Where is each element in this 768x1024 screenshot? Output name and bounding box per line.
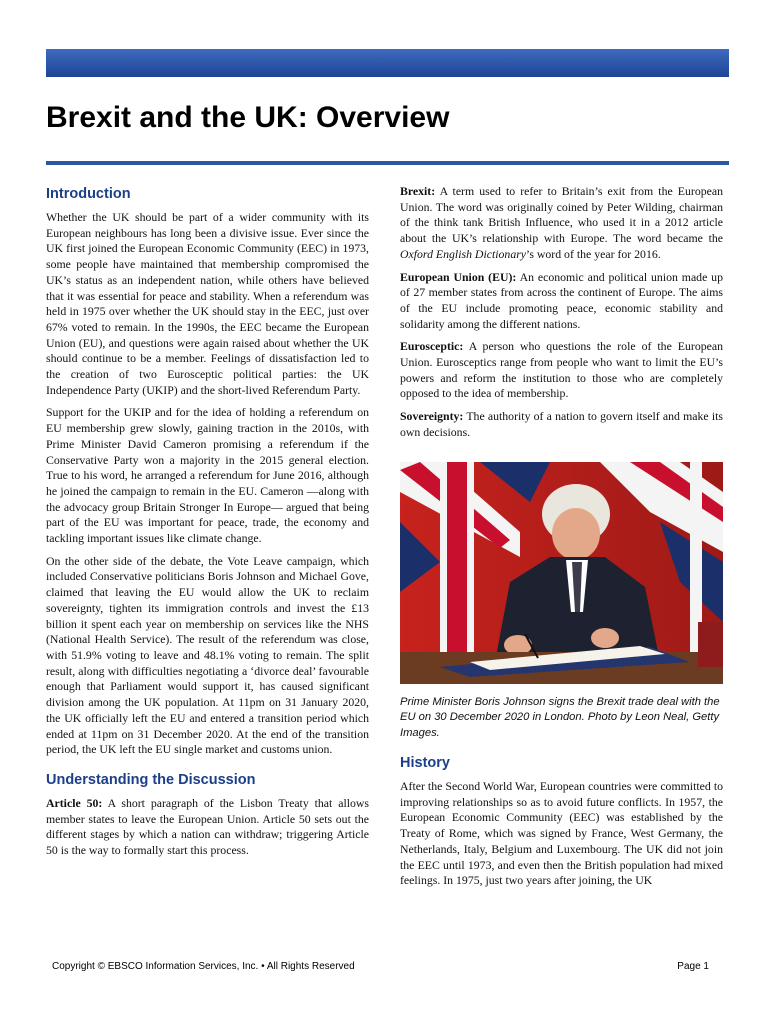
definition-italic-title: Oxford English Dictionary: [400, 246, 527, 261]
footer-page-number: Page 1: [677, 961, 709, 972]
photo-illustration: [400, 462, 723, 684]
term-eurosceptic: Eurosceptic:: [400, 339, 464, 354]
title-rule: [46, 161, 729, 165]
photo-caption: Prime Minister Boris Johnson signs the Brexit trade deal with the EU on 30 December 2020 in London. Photo by Leon Neal, Getty Images.: [400, 695, 720, 739]
intro-paragraph-1: Whether the UK should be part of a wider community with its European neighbours has long been a divisive issue. Ever since the UK first joined the European Economic Community (EEC) in 1973, some people have maintained that membership compromised the UK’s status as an independent nation, while others have believed that it was essential for peace and stability. When a referendum was held in 1975 over whether the UK should stay in the EEC, just over 67% voted to remain. In the 1990s, the EEC became the European Union (EU), and questions were again raised about whether the UK should continue to be a member. Feelings of dissatisfaction led to the creation of two Eurosceptic political parties: the UK Independence Party (UKIP) and the short-lived Referendum Party.: [46, 210, 369, 397]
definition-text: A term used to refer to Britain’s exit from the European Union. The word was originally coined by Peter Wilding, chairman of the think tank British Influence, who used it in a 2012 article about the UK’s relationship with Europe. The word became the: [400, 184, 723, 246]
section-heading-history: History: [400, 755, 450, 772]
definition-text: A short paragraph of the Lisbon Treaty that allows member states to leave the European Union. Article 50 sets out the different stages by which a nation can withdraw; triggering Article 50 is the way to formally start this process.: [46, 795, 370, 858]
header-bar: [46, 49, 729, 77]
definition-brexit: [400, 184, 723, 263]
definition-text: The authority of a nation to govern itself and make its own decisions.: [400, 409, 723, 439]
term-article-50: Article 50:: [46, 795, 103, 810]
photo-johnson-signing: [400, 462, 723, 684]
definition-article-50: [46, 796, 369, 859]
left-column: [46, 184, 369, 866]
intro-paragraph-2: Support for the UKIP and for the idea of holding a referendum on EU membership grew slowly, gaining traction in the 2010s, with Prime Minister David Cameron promising a referendum if the Conservative Party won a majority in the 2015 general election. True to his word, he arranged a referendum for June 2016, although he joined the campaign to remain in the EU. Cameron —along with the advocacy group Britain Stronger In Europe— argued that being part of the EU was important for peace, trade, the economy and tackling important issues like climate change.: [46, 405, 369, 546]
definition-text: ’s word of the year for 2016.: [526, 246, 661, 261]
term-sovereignty: Sovereignty:: [400, 409, 464, 424]
definition-text: A person who questions the role of the European Union. Eurosceptics range from people who want to limit the EU’s powers and reform the institution to those who are completely opposed to the idea of membership.: [400, 339, 723, 401]
definition-european-union: [400, 270, 723, 333]
section-heading-introduction: Introduction: [46, 186, 131, 202]
intro-paragraph-3: On the other side of the debate, the Vote Leave campaign, which included Conservative politicians Boris Johnson and Michael Gove, claimed that leaving the EU would allow the UK to reclaim sovereignty, tighten its immigration controls and invest the £13 billion it spent each year on membership on services like the NHS (National Health Service). The result of the referendum was close, with 51.9% voting to leave and 48.1% voting to remain. The split result, along with difficulties negotiating a ‘divorce deal’ favourable enough that Parliament would support it, has caused significant division among the UK population. At 11pm on 31 January 2020, the UK officially left the EU and entered a transition period which ended at 11pm on 31 December 2020. At the end of the transition period, the UK left the EU single market and customs union.: [46, 553, 369, 757]
definition-eurosceptic: [400, 339, 723, 402]
right-column: [400, 184, 723, 896]
section-heading-discussion: Understanding the Discussion: [46, 771, 256, 788]
term-european-union: European Union (EU):: [400, 269, 517, 284]
definition-text: An economic and political union made up of 27 member states from across the continent of Europe. The aims of the EU include promoting peace, economic stability and solidarity among the different nations.: [400, 269, 723, 331]
page-title: Brexit and the UK: Overview: [46, 101, 450, 134]
history-paragraph: After the Second World War, European countries were committed to improving relationships so as to avoid future conflicts. In 1957, the European Economic Community (EEC) was established by the Treaty of Rome, which was signed by France, West Germany, the Netherlands, Italy, Belgium and Luxembourg. The UK did not join the EEC until 1973, and even then the British population had mixed feelings. In 1975, just two years after joining, the UK: [400, 779, 723, 888]
footer-copyright: Copyright © EBSCO Information Services, Inc. • All Rights Reserved: [52, 961, 355, 972]
definition-sovereignty: [400, 409, 723, 440]
term-brexit: Brexit:: [400, 184, 436, 198]
